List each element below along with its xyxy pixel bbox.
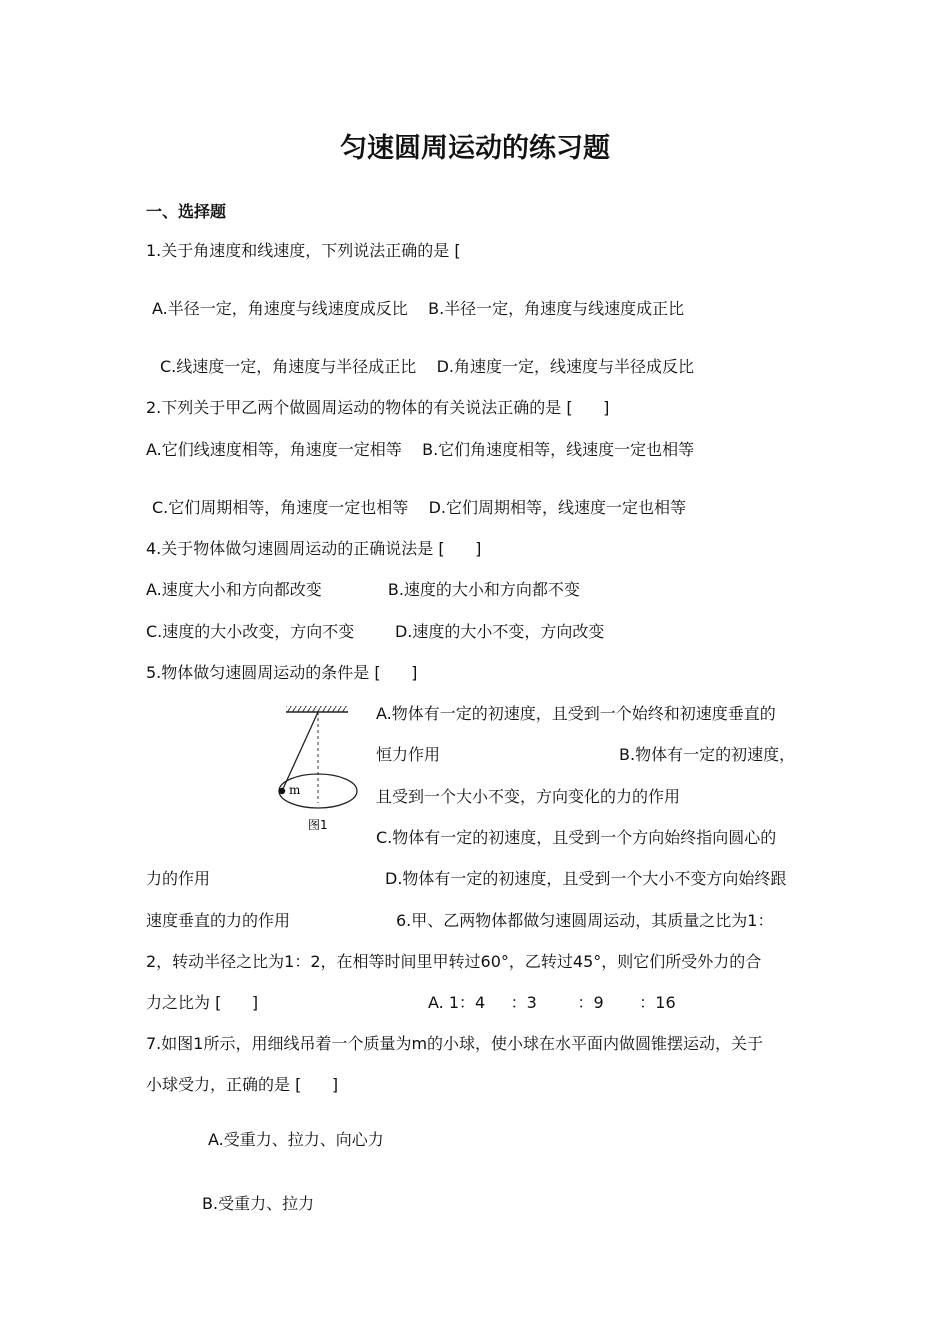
q2-options-cd: C.它们周期相等，角速度一定也相等 D.它们周期相等，线速度一定也相等 xyxy=(152,498,687,517)
question-7-cont: 小球受力，正确的是 [ ] xyxy=(146,1075,339,1094)
q7-option-b: B.受重力、拉力 xyxy=(202,1194,315,1213)
question-7: 7.如图1所示，用细线吊着一个质量为m的小球，使小球在水平面内做圆锥摆运动，关于 xyxy=(146,1034,764,1053)
q7-option-a: A.受重力、拉力、向心力 xyxy=(208,1130,384,1149)
string-line xyxy=(282,712,318,791)
q5-option-a-cont: 恒力作用 xyxy=(376,745,441,764)
q5-option-b: B.物体有一定的初速度， xyxy=(619,745,796,764)
page-title: 匀速圆周运动的练习题 xyxy=(340,133,610,164)
section-heading: 一、选择题 xyxy=(146,202,227,221)
q5-option-c-cont: 力的作用 xyxy=(146,869,211,888)
q5-option-a: A.物体有一定的初速度，且受到一个始终和初速度垂直的 xyxy=(376,704,776,723)
question-6-end: 力之比为 [ ] xyxy=(146,993,259,1012)
q5-option-d: D.物体有一定的初速度，且受到一个大小不变方向始终跟 xyxy=(385,869,787,888)
question-5: 5.物体做匀速圆周运动的条件是 [ ] xyxy=(146,663,418,682)
q4-options-ab: A.速度大小和方向都改变 B.速度的大小和方向都不变 xyxy=(146,580,580,599)
q1-options-cd: C.线速度一定，角速度与半径成正比 D.角速度一定，线速度与半径成反比 xyxy=(160,357,695,376)
question-4: 4.关于物体做匀速圆周运动的正确说法是 [ ] xyxy=(146,539,482,558)
question-1: 1.关于角速度和线速度，下列说法正确的是 [ xyxy=(146,241,461,260)
mass-label: m xyxy=(289,783,301,797)
ceiling-hatch xyxy=(286,706,348,712)
q1-options-ab: A.半径一定，角速度与线速度成反比 B.半径一定，角速度与线速度成正比 xyxy=(152,299,685,318)
q5-option-b-cont: 且受到一个大小不变，方向变化的力的作用 xyxy=(376,787,681,806)
conical-pendulum-figure xyxy=(270,700,370,836)
q2-options-ab: A.它们线速度相等，角速度一定相等 B.它们角速度相等，线速度一定也相等 xyxy=(146,440,695,459)
figure-caption: 图1 xyxy=(308,818,328,832)
question-6: 6.甲、乙两物体都做匀速圆周运动，其质量之比为1： xyxy=(396,911,774,930)
question-6-cont: 2，转动半径之比为1：2，在相等时间里甲转过60°，乙转过45°，则它们所受外力的合 xyxy=(146,952,762,971)
q6-options: A. 1：4 ：3 ：9 ：16 xyxy=(428,993,676,1012)
q5-option-d-cont: 速度垂直的力的作用 xyxy=(146,911,291,930)
q5-option-c: C.物体有一定的初速度，且受到一个方向始终指向圆心的 xyxy=(376,828,777,847)
q4-options-cd: C.速度的大小改变，方向不变 D.速度的大小不变，方向改变 xyxy=(146,622,605,641)
ball xyxy=(279,788,285,794)
question-2: 2.下列关于甲乙两个做圆周运动的物体的有关说法正确的是 [ ] xyxy=(146,398,610,417)
